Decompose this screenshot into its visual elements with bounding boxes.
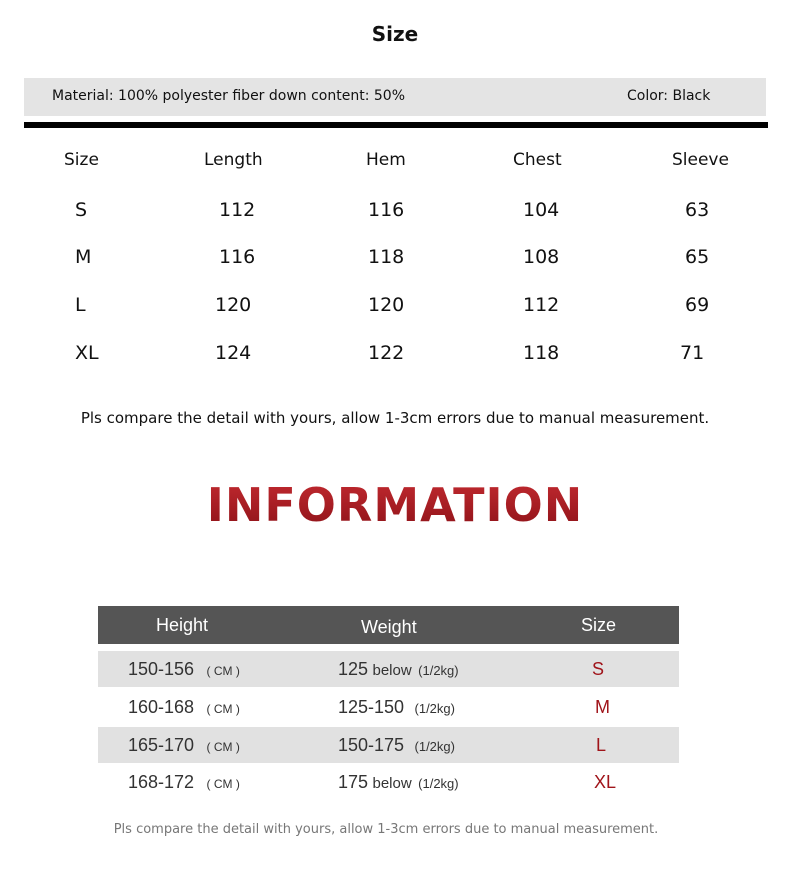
size-cell: L bbox=[596, 735, 607, 755]
divider-rule bbox=[24, 122, 768, 128]
height-cell: 168-172 ( CM ) bbox=[128, 772, 240, 792]
height-cell: 150-156 ( CM ) bbox=[128, 659, 240, 679]
table-cell: M bbox=[75, 246, 92, 268]
hem-header: Hem bbox=[366, 150, 406, 170]
length-header: Length bbox=[204, 150, 263, 170]
weight-cell: 125 below (1/2kg) bbox=[338, 659, 459, 679]
table-cell: 120 bbox=[368, 294, 405, 316]
info-bar bbox=[24, 78, 766, 116]
size-cell: XL bbox=[594, 772, 617, 792]
fit-table-header bbox=[98, 606, 679, 644]
size-cell: M bbox=[595, 697, 610, 717]
table-cell: 108 bbox=[523, 246, 560, 268]
table-cell: 122 bbox=[368, 342, 405, 364]
table-cell: 120 bbox=[215, 294, 252, 316]
table-cell: 124 bbox=[215, 342, 252, 364]
table-cell: 65 bbox=[685, 246, 710, 268]
size-cell: S bbox=[592, 659, 605, 679]
information-heading bbox=[0, 478, 790, 532]
height-cell: 165-170 ( CM ) bbox=[128, 735, 240, 755]
measurement-note-bottom: Pls compare the detail with yours, allow 1-3cm errors due to manual measurement. bbox=[113, 822, 659, 837]
table-cell: 104 bbox=[523, 199, 560, 221]
table-cell: 112 bbox=[219, 199, 256, 221]
height-header: Height bbox=[156, 615, 209, 635]
table-cell: XL bbox=[75, 342, 99, 364]
table-cell: 112 bbox=[523, 294, 560, 316]
size-header: Size bbox=[581, 615, 617, 635]
height-cell: 160-168 ( CM ) bbox=[128, 697, 240, 717]
size-header: Size bbox=[64, 150, 99, 170]
table-cell: 118 bbox=[523, 342, 560, 364]
weight-cell: 175 below (1/2kg) bbox=[338, 772, 459, 792]
table-cell: S bbox=[75, 199, 88, 221]
measurement-note: Pls compare the detail with yours, allow 1-3cm errors due to manual measurement. bbox=[80, 409, 710, 427]
table-cell: 118 bbox=[368, 246, 405, 268]
weight-cell: 150-175 (1/2kg) bbox=[338, 735, 455, 755]
weight-header: Weight bbox=[361, 617, 417, 637]
table-cell: L bbox=[75, 294, 86, 316]
sleeve-header: Sleeve bbox=[672, 150, 729, 170]
color-text: Color: Black bbox=[627, 88, 711, 104]
weight-cell: 125-150 (1/2kg) bbox=[338, 697, 455, 717]
table-cell: 69 bbox=[685, 294, 710, 316]
information-heading-text: INFORMATION bbox=[206, 478, 584, 532]
table-cell: 71 bbox=[680, 342, 705, 364]
table-cell: 116 bbox=[368, 199, 405, 221]
chest-header: Chest bbox=[513, 150, 562, 170]
table-cell: 63 bbox=[685, 199, 710, 221]
table-cell: 116 bbox=[219, 246, 256, 268]
page-title: Size bbox=[371, 22, 419, 46]
material-text: Material: 100% polyester fiber down content: 50% bbox=[52, 88, 405, 104]
